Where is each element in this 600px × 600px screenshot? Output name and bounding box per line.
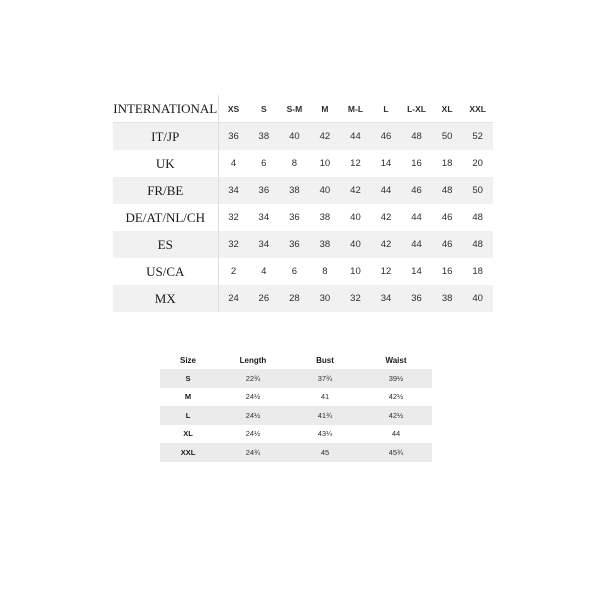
- size-value: 42: [310, 123, 341, 151]
- size-value: 4: [261, 266, 267, 277]
- waist-cell: 42½: [388, 392, 404, 402]
- size-value: 48: [401, 123, 432, 151]
- size-value: 36: [289, 212, 300, 223]
- size-header: S: [260, 103, 267, 114]
- size-value: 26: [249, 285, 280, 312]
- size-value: 36: [401, 285, 432, 312]
- size-value: 8: [322, 266, 328, 277]
- size-value: 34: [249, 231, 280, 258]
- waist-cell: 39½: [360, 369, 432, 388]
- conversion-row: [113, 150, 493, 177]
- size-value: 42: [371, 231, 402, 258]
- size-value: 42: [380, 212, 392, 223]
- size-value: 8: [291, 158, 298, 169]
- measurements-header-row: [160, 351, 432, 369]
- size-header: S-M: [286, 103, 303, 114]
- conversion-row: [113, 285, 493, 312]
- size-header: M-L: [347, 103, 364, 114]
- bust-column-header: Bust: [316, 355, 334, 365]
- size-value: 46: [371, 123, 402, 151]
- international-header: INTERNATIONAL: [113, 95, 218, 123]
- measurements-table: [160, 351, 432, 462]
- size-value: 44: [340, 123, 371, 151]
- length-column-header: Length: [239, 355, 267, 365]
- size-header: M: [321, 103, 329, 114]
- size-value: 38: [319, 212, 331, 223]
- size-value: 46: [401, 177, 432, 204]
- size-value: 12: [380, 266, 392, 277]
- length-cell: 22¾: [216, 369, 290, 388]
- size-cell: XXL: [160, 443, 216, 462]
- size-cell: XL: [183, 429, 193, 439]
- region-label: US/CA: [113, 258, 218, 285]
- size-value: 40: [279, 123, 310, 151]
- conversion-row: [113, 123, 493, 151]
- size-value: 36: [279, 231, 310, 258]
- size-value: 6: [261, 158, 267, 169]
- size-value: 40: [310, 177, 341, 204]
- waist-cell: 42½: [360, 406, 432, 425]
- size-value: 34: [258, 212, 270, 223]
- size-value: 48: [462, 231, 493, 258]
- size-value: 46: [432, 231, 463, 258]
- measurement-row: [160, 406, 432, 425]
- size-value: 32: [228, 212, 239, 223]
- size-value: 50: [432, 123, 463, 151]
- size-header: XL: [441, 103, 453, 114]
- region-label: IT/JP: [113, 123, 218, 151]
- size-value: 12: [350, 158, 361, 169]
- conversion-header-row: [113, 95, 493, 123]
- conversion-row: [113, 204, 493, 231]
- size-value: 4: [230, 158, 237, 169]
- size-value: 14: [411, 266, 422, 277]
- size-cell: S: [160, 369, 216, 388]
- measurement-row: [160, 369, 432, 388]
- size-cell: M: [184, 392, 192, 402]
- conversion-row: [113, 258, 493, 285]
- size-value: 44: [411, 212, 422, 223]
- size-value: 36: [218, 123, 249, 151]
- size-value: 10: [319, 158, 331, 169]
- waist-cell: 45¾: [360, 443, 432, 462]
- region-label: FR/BE: [113, 177, 218, 204]
- size-value: 42: [340, 177, 371, 204]
- size-value: 14: [380, 158, 392, 169]
- length-cell: 24½: [245, 392, 261, 402]
- measurement-row: [160, 425, 432, 444]
- size-value: 20: [472, 158, 483, 169]
- size-value: 44: [401, 231, 432, 258]
- size-value: 2: [230, 266, 237, 277]
- measurement-row: [160, 443, 432, 462]
- conversion-body: [113, 123, 493, 313]
- bust-cell: 37¾: [290, 369, 360, 388]
- size-header: XS: [227, 103, 240, 114]
- size-value: 48: [432, 177, 463, 204]
- size-value: 32: [340, 285, 371, 312]
- size-value: 38: [279, 177, 310, 204]
- size-value: 30: [310, 285, 341, 312]
- size-value: 38: [249, 123, 280, 151]
- size-value: 18: [472, 266, 483, 277]
- size-value: 38: [432, 285, 463, 312]
- bust-cell: 45: [290, 443, 360, 462]
- region-label: MX: [113, 285, 218, 312]
- length-cell: 24½: [245, 429, 261, 439]
- size-value: 40: [340, 231, 371, 258]
- size-value: 24: [218, 285, 249, 312]
- size-value: 50: [462, 177, 493, 204]
- length-cell: 24½: [216, 406, 290, 425]
- size-value: 52: [462, 123, 493, 151]
- waist-cell: 44: [391, 429, 401, 439]
- bust-cell: 41¾: [290, 406, 360, 425]
- size-conversion-table: [113, 95, 493, 312]
- size-value: 46: [441, 212, 453, 223]
- size-header: L-XL: [407, 103, 426, 114]
- size-column-header: Size: [179, 355, 196, 365]
- region-label: UK: [113, 150, 218, 177]
- conversion-row: [113, 177, 493, 204]
- length-cell: 24¾: [216, 443, 290, 462]
- size-value: 16: [411, 158, 422, 169]
- size-value: 18: [441, 158, 453, 169]
- size-value: 6: [291, 266, 298, 277]
- size-value: 10: [350, 266, 361, 277]
- bust-cell: 43¼: [317, 429, 333, 439]
- size-cell: L: [160, 406, 216, 425]
- measurement-row: [160, 388, 432, 407]
- size-value: 32: [218, 231, 249, 258]
- size-value: 16: [441, 266, 453, 277]
- region-label: DE/AT/NL/CH: [113, 204, 218, 231]
- size-header: L: [383, 103, 389, 114]
- size-value: 40: [350, 212, 361, 223]
- region-label: ES: [113, 231, 218, 258]
- size-value: 44: [371, 177, 402, 204]
- waist-column-header: Waist: [385, 355, 407, 365]
- measurements-body: [160, 369, 432, 462]
- size-value: 48: [472, 212, 483, 223]
- size-value: 34: [218, 177, 249, 204]
- size-value: 40: [462, 285, 493, 312]
- bust-cell: 41: [320, 392, 330, 402]
- size-value: 38: [310, 231, 341, 258]
- conversion-row: [113, 231, 493, 258]
- size-value: 36: [249, 177, 280, 204]
- size-value: 28: [279, 285, 310, 312]
- size-header: XXL: [469, 103, 486, 114]
- size-value: 34: [371, 285, 402, 312]
